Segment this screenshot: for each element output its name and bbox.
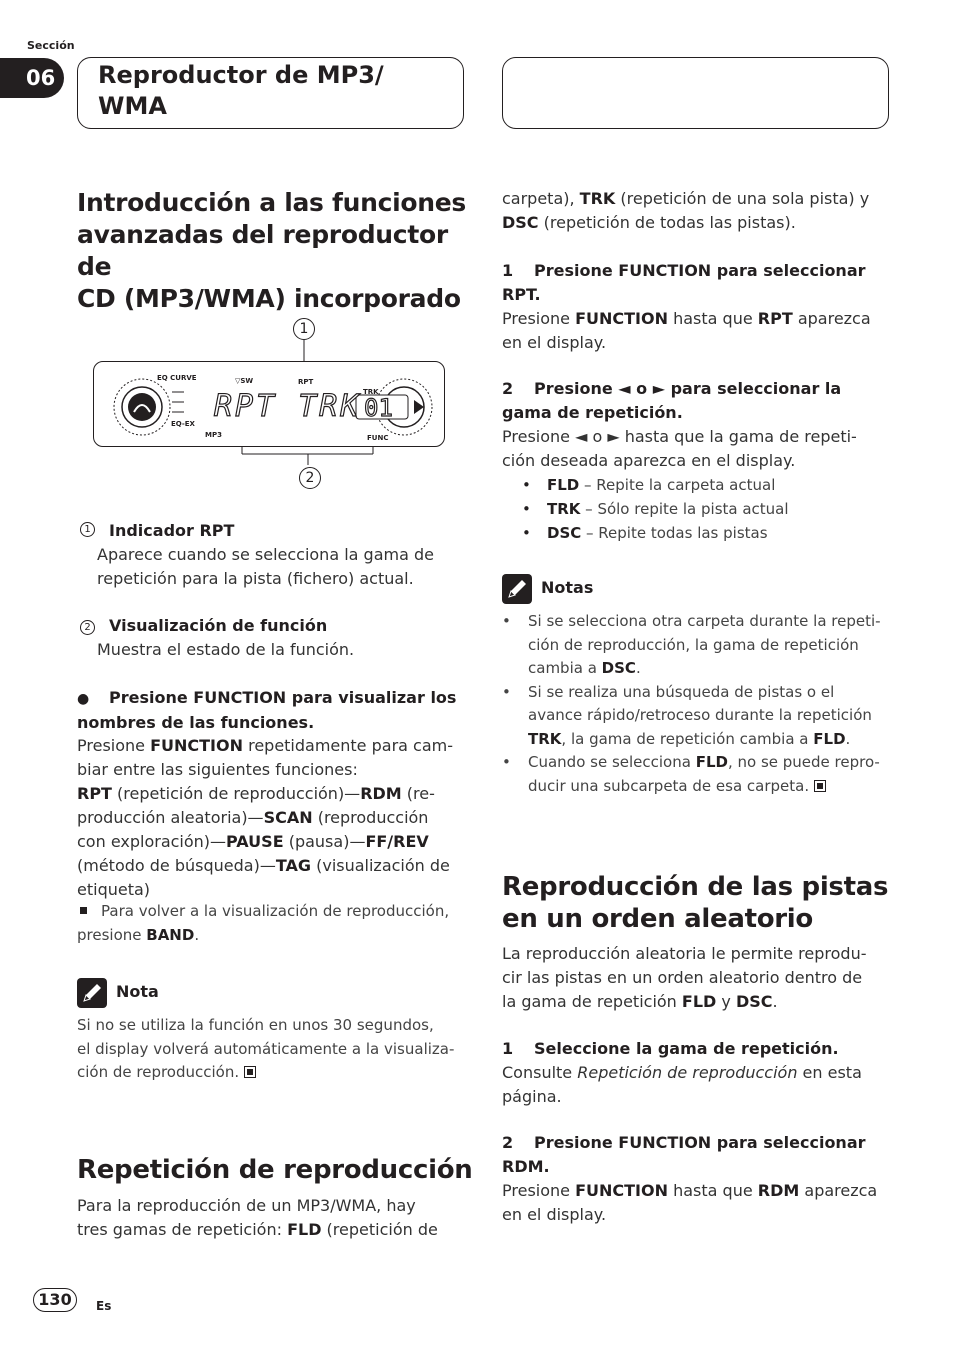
repeat-range-list: [522, 473, 892, 545]
repeticion-step2-body: Presione ◄ o ► hasta que la gama de repeti- ción deseada aparezca en el display.: [502, 427, 857, 470]
lcd-eq-curve: EQ CURVE: [157, 374, 197, 382]
lcd-segment-text: RPT TRK: [214, 389, 362, 424]
lcd-func: FUNC: [367, 434, 389, 442]
function-square-note: Para volver a la visualización de reproducción, presione BAND.: [77, 902, 450, 944]
list-item: • TRK – Sólo repite la pista actual: [522, 500, 789, 518]
aleatorio-step2-body: Presione FUNCTION hasta que RDM aparezca en el display.: [502, 1181, 878, 1224]
list-item: • Cuando se selecciona FLD, no se puede repro- ducir una subcarpeta de esa carpeta.: [502, 753, 880, 795]
lcd-display: [93, 361, 445, 447]
legend-2-title: Visualización de función: [109, 616, 328, 635]
list-item: • Si se realiza una búsqueda de pistas o el avance rápido/retroceso durante la repetición TRK, la gama de repetición cambia a FLD.: [502, 682, 872, 748]
language-code: Es: [96, 1299, 112, 1313]
lcd-sw: ▽SW: [235, 377, 254, 385]
function-step-body: Presione FUNCTION repetidamente para cam- biar entre las siguientes funciones: RPT (repetición de reproducción)—RDM (re- producción aleatoria)—SCAN (reproducción con exploración)—PAUSE (pausa)—FF/REV (método de búsqueda)—TAG (visualización de etiqueta): [77, 736, 453, 899]
page-number: 130: [33, 1288, 77, 1312]
header-empty-box: [502, 57, 889, 129]
aleatorio-step1-title: 1 Seleccione la gama de repetición.: [502, 1039, 839, 1058]
nota-text: Si no se utiliza la función en unos 30 segundos, el display volverá automáticamente a la visualiza- ción de reproducción.: [77, 1016, 455, 1081]
lcd-mp3: MP3: [205, 431, 222, 439]
list-item: • FLD – Repite la carpeta actual: [522, 476, 776, 494]
legend-1-number: 1: [80, 522, 95, 537]
aleatorio-intro: La reproducción aleatoria le permite reprodu- cir las pistas en un orden aleatorio dentro de la gama de repetición FLD y DSC.: [502, 944, 867, 1011]
repeticion-heading: Repetición de reproducción: [77, 1155, 473, 1185]
bullet-icon: ●: [77, 691, 90, 707]
aleatorio-step1-body: Consulte Repetición de reproducción en esta página.: [502, 1063, 862, 1106]
header-title: Reproductor de MP3/ WMA: [98, 61, 384, 120]
end-mark-icon: [814, 780, 826, 792]
notes-pencil-icon: [502, 574, 532, 604]
lcd-trk: TRK: [363, 388, 379, 396]
legend-1-title: Indicador RPT: [109, 521, 235, 540]
repeticion-step1-title: 1 Presione FUNCTION para seleccionar RPT.: [502, 261, 866, 304]
notas-list: [502, 610, 894, 798]
callout-2: 2: [299, 467, 321, 489]
left-dial-icon: [114, 379, 170, 435]
square-bullet-icon: [80, 907, 87, 914]
nota-label: Nota: [116, 982, 159, 1001]
note-pencil-icon: [77, 978, 107, 1008]
section-number-tab: 06: [0, 58, 64, 98]
repeticion-step2-title: 2 Presione ◄ o ► para seleccionar la gama de repetición.: [502, 379, 842, 422]
function-step-title: ● Presione FUNCTION para visualizar los nombres de las funciones.: [77, 688, 457, 732]
section-label: Sección: [27, 39, 75, 52]
notas-label: Notas: [541, 578, 594, 597]
callout-1: 1: [293, 318, 315, 340]
aleatorio-heading: Reproducción de las pistas en un orden aleatorio: [502, 872, 889, 934]
legend-2-desc: Muestra el estado de la función.: [97, 640, 355, 659]
end-mark-icon: [244, 1066, 256, 1078]
lcd-rpt-indicator: RPT: [298, 378, 314, 386]
repeticion-intro-cont: carpeta), TRK (repetición de una sola pista) y DSC (repetición de todas las pistas).: [502, 189, 870, 232]
legend-1-desc: Aparece cuando se selecciona la gama de repetición para la pista (fichero) actual.: [97, 545, 434, 588]
aleatorio-step2-title: 2 Presione FUNCTION para seleccionar RDM.: [502, 1133, 866, 1176]
list-item: • Si se selecciona otra carpeta durante la repeti- ción de reproducción, la gama de repetición cambia a DSC.: [502, 612, 881, 677]
lcd-track-number: 01: [364, 394, 393, 422]
legend-2-number: 2: [80, 620, 95, 635]
repeticion-step1-body: Presione FUNCTION hasta que RPT aparezca en el display.: [502, 309, 871, 352]
intro-heading: Introducción a las funciones avanzadas del reproductor de CD (MP3/WMA) incorporado: [77, 188, 467, 313]
lcd-eq-ex: EQ-EX: [171, 420, 195, 428]
repeticion-intro: Para la reproducción de un MP3/WMA, hay tres gamas de repetición: FLD (repetición de: [77, 1196, 438, 1239]
list-item: • DSC – Repite todas las pistas: [522, 524, 768, 542]
